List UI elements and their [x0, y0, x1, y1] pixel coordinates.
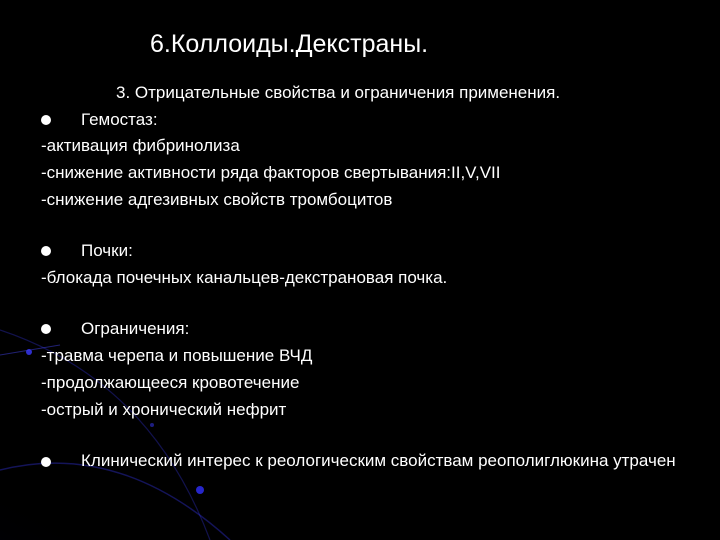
section-heading-hemostasis: Гемостаз:	[81, 110, 158, 129]
section-line: -снижение адгезивных свойств тромбоцитов	[41, 190, 393, 209]
decorative-dot-3	[150, 423, 154, 427]
decorative-dot-2	[196, 486, 204, 494]
slide-subtitle: 3. Отрицательные свойства и ограничения применения.	[116, 83, 561, 102]
section-line: -снижение активности ряда факторов свертывания:II,V,VII	[41, 163, 501, 182]
section-heading-clinical-interest: Клинический интерес к реологическим свойствам реополиглюкина утрачен	[81, 451, 676, 470]
section-line: -блокада почечных канальцев-декстрановая почка.	[41, 268, 448, 287]
section-heading-kidneys: Почки:	[81, 241, 133, 260]
section-line: -активация фибринолиза	[41, 136, 240, 155]
slide-title: 6.Коллоиды.Декстраны.	[150, 30, 429, 58]
bullet-icon	[41, 324, 51, 334]
section-line: -острый и хронический нефрит	[41, 400, 287, 419]
section-line: -травма черепа и повышение ВЧД	[41, 346, 313, 365]
bullet-icon	[41, 246, 51, 256]
bullet-icon	[41, 115, 51, 125]
section-heading-limitations: Ограничения:	[81, 319, 190, 338]
bullet-icon	[41, 457, 51, 467]
section-line: -продолжающееся кровотечение	[41, 373, 300, 392]
decorative-dot-1	[26, 349, 32, 355]
